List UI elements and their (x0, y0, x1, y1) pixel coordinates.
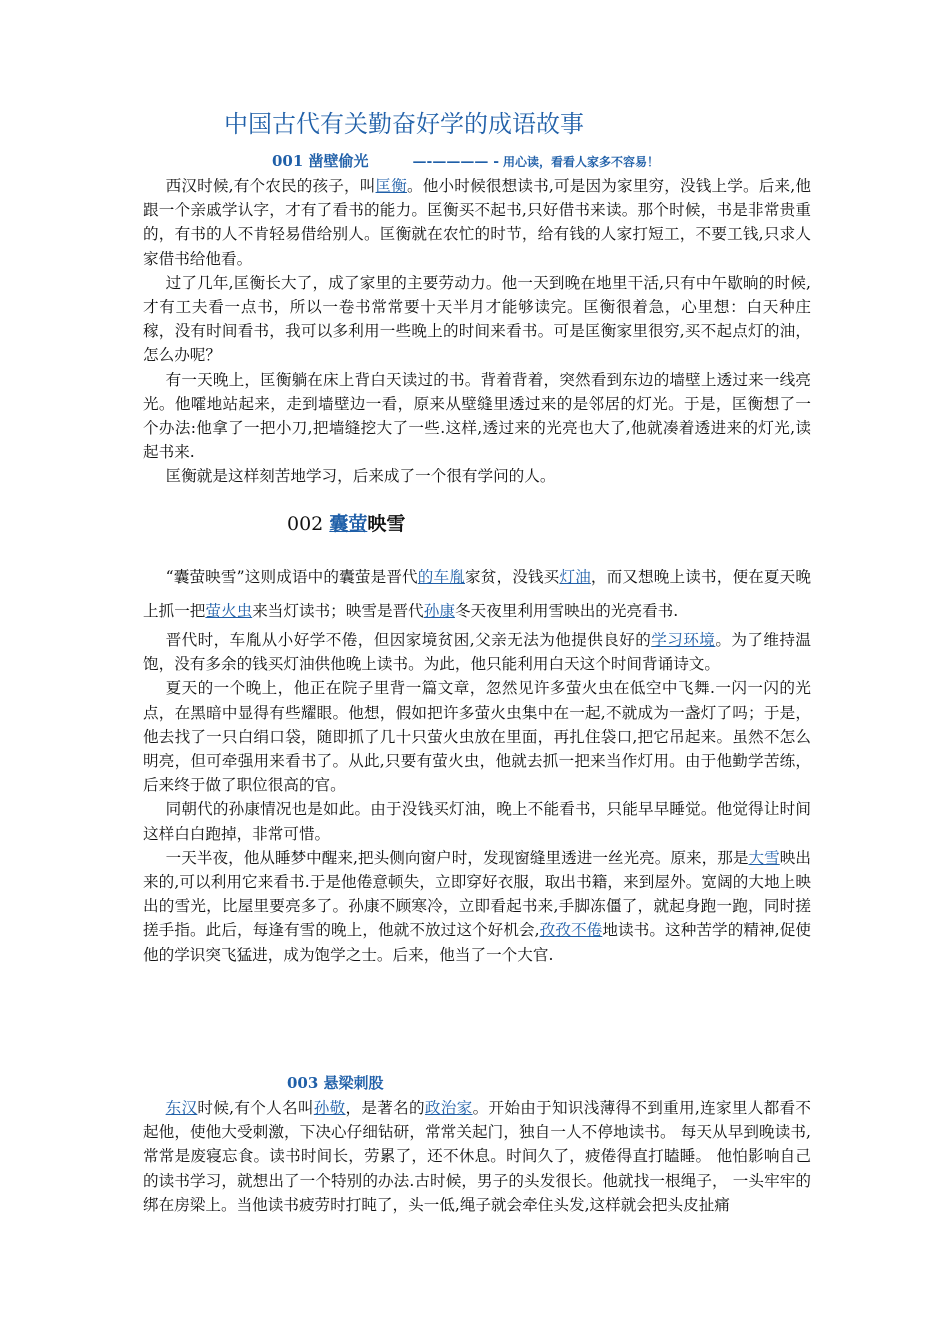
paragraph: 晋代时，车胤从小好学不倦，但因家境贫困,父亲无法为他提供良好的学习环境。为了维持温饱，没有多余的钱买灯油供他晚上读书。为此，他只能利用白天这个时间背诵诗文。 (143, 631, 811, 674)
paragraph: 过了几年,匡衡长大了，成了家里的主要劳动力。他一天到晚在地里干活,只有中午歇晌的时候,才有工夫看一点书，所以一卷书常常要十天半月才能够读完。匡衡很着急，心里想：白天种庄稼，没有时间看书，我可以多利用一些晚上的时间来看书。可是匡衡家里很穷,买不起点灯的油，怎么办呢？ (143, 273, 811, 365)
link-che-yin[interactable]: 的车胤 (417, 568, 465, 586)
section-1-note: 用心读，看看人家多不容易！ (503, 155, 660, 169)
paragraph: 东汉时候,有个人名叫孙敬，是著名的政治家。开始由于知识浅薄得不到重用,连家里人都看不起他，使他大受刺激，下决心仔细钻研，常常关起门，独自一人不停地读书。 每天从早到晚读书,常常是废寝忘食。读书时间长，劳累了，还不休息。时间久了，疲倦得直打瞌睡。 他怕影响自己的读书学习，就想出了一个特别的办法.古时候，男子的头发很长。他就找一根绳子， 一头牢牢的绑在房梁上。当他读书疲劳时打盹了，头一低,绳子就会牵住头发,这样就会把头皮扯痛 (143, 1099, 811, 1214)
paragraph: 匡衡就是这样刻苦地学习，后来成了一个很有学问的人。 (165, 467, 556, 486)
link-nang-ying[interactable]: 囊萤 (329, 513, 368, 535)
link-firefly[interactable]: 萤火虫 (205, 602, 253, 620)
paragraph: 有一天晚上，匡衡躺在床上背白天读过的书。背着背着，突然看到东边的墙壁上透过来一线亮光。他嚯地站起来，走到墙壁边一看，原来从壁缝里透过来的是邻居的灯光。于是，匡衡想了一个办法:他拿了一把小刀,把墙缝挖大了一些.这样,透过来的光亮也大了,他就凑着透进来的灯光,读起书来. (143, 370, 811, 462)
link-zi-zi-bu-juan[interactable]: 孜孜不倦 (539, 921, 603, 940)
link-kuang-heng[interactable]: 匡衡 (375, 177, 408, 195)
document-title: 中国古代有关勤奋好学的成语故事 (224, 110, 584, 138)
paragraph: 夏天的一个晚上，他正在院子里背一篇文章，忽然见许多萤火虫在低空中飞舞.一闪一闪的光点，在黑暗中显得有些耀眼。他想，假如把许多萤火虫集中在一起,不就成为一盏灯了吗；于是，他去找了一只白绢口袋，随即抓了几十只萤火虫放在里面，再扎住袋口,把它吊起来。虽然不怎么明亮，但可牵强用来看书了。从此,只要有萤火虫，他就去抓一把来当作灯用。由于他勤学苦练，后来终于做了职位很高的官。 (143, 679, 811, 795)
section-2-body (143, 560, 811, 967)
section-1-heading (272, 150, 659, 171)
link-deng-you[interactable]: 灯油 (559, 568, 591, 586)
paragraph: 同朝代的孙康情况也是如此。由于没钱买灯油，晚上不能看书，只能早早睡觉。他觉得让时间这样白白跑掉，非常可惜。 (143, 800, 811, 843)
link-statesman[interactable]: 政治家 (424, 1099, 473, 1117)
link-sun-kang[interactable]: 孙康 (423, 602, 455, 620)
link-sun-jing[interactable]: 孙敬 (313, 1099, 346, 1117)
section-2-heading: 002 囊萤映雪 (287, 513, 406, 535)
section-1-body (143, 174, 811, 489)
link-learning-environment[interactable]: 学习环境 (651, 631, 716, 649)
paragraph: 一天半夜，他从睡梦中醒来,把头侧向窗户时，发现窗缝里透进一丝光亮。原来，那是大雪映出来的,可以利用它来看书.于是他倦意顿失，立即穿好衣服，取出书籍，来到屋外。宽阔的大地上映出的雪光，比屋里要亮多了。孙康不顾寒冷，立即看起书来,手脚冻僵了，就起身跑一跑，同时搓搓手指。此后，每逢有雪的晚上，他就不放过这个好机会,孜孜不倦地读书。这种苦学的精神,促使他的学识突飞猛进，成为饱学之士。后来，他当了一个大官. (143, 848, 811, 964)
paragraph: “囊萤映雪”这则成语中的囊萤是晋代的车胤家贫，没钱买灯油，而又想晚上读书，便在夏天晚上抓一把萤火虫来当灯读书；映雪是晋代孙康冬天夜里利用雪映出的光亮看书. (143, 568, 811, 620)
section-1-dash: —-———— - (412, 154, 500, 170)
section-1-title: 001 凿壁偷光 (272, 152, 369, 170)
paragraph: 西汉时候,有个农民的孩子，叫匡衡。他小时候很想读书,可是因为家里穷，没钱上学。后来,他跟一个亲戚学认字，才有了看书的能力。匡衡买不起书,只好借书来读。那个时候，书是非常贵重的，有书的人不肯轻易借给别人。匡衡就在农忙的时节，给有钱的人家打短工，不要工钱,只求人家借书给他看。 (143, 177, 811, 268)
section-3-heading: 003 悬梁刺股 (287, 1074, 384, 1092)
link-dong-han[interactable]: 东汉 (165, 1099, 198, 1117)
link-heavy-snow[interactable]: 大雪 (748, 848, 780, 867)
section-3-body (143, 1096, 811, 1217)
